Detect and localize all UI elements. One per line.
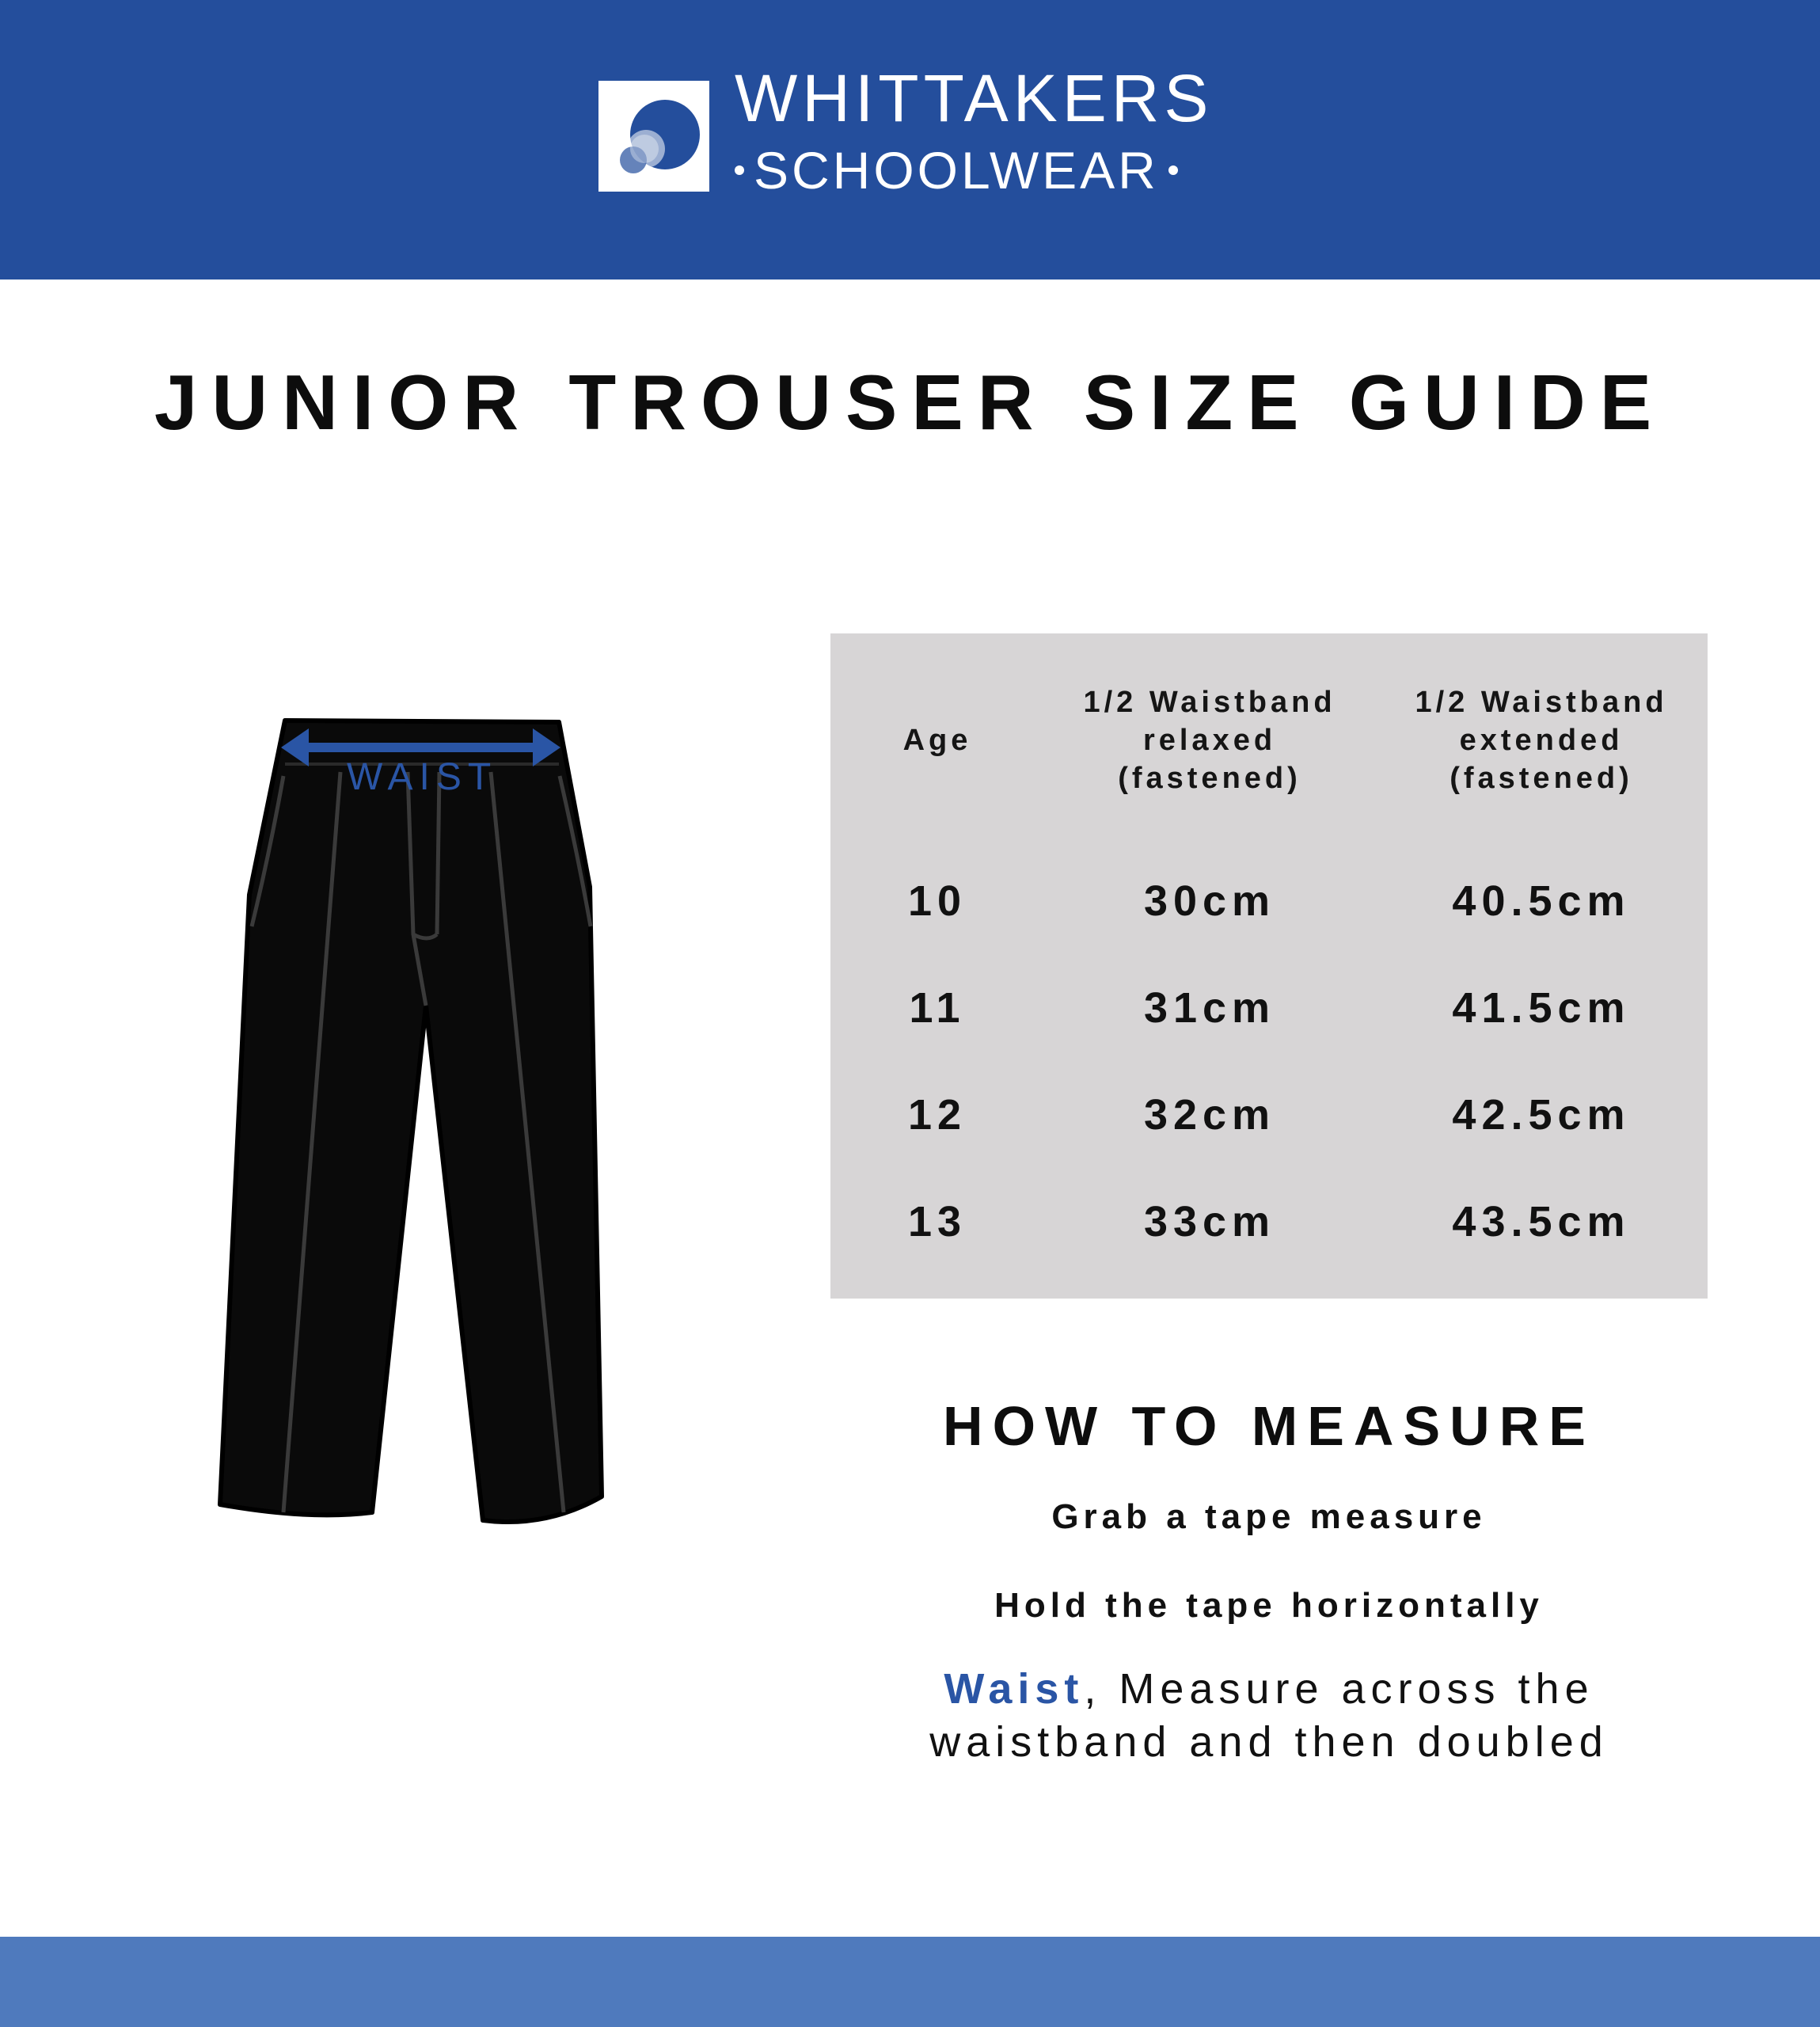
size-table-panel <box>830 633 1708 1299</box>
brand-name-top: WHITTAKERS <box>735 61 1214 135</box>
header-age-label: Age <box>902 724 972 757</box>
header-line: (fastened) <box>1450 762 1633 795</box>
relaxed-cell: 31cm <box>1143 983 1276 1032</box>
brand-name-bottom <box>735 141 1225 200</box>
header-extended <box>1375 633 1708 847</box>
waist-keyword: Waist <box>944 1665 1085 1713</box>
extended-cell: 40.5cm <box>1452 877 1631 925</box>
dot-icon <box>735 165 744 175</box>
brand-name-bottom-text: SCHOOLWEAR <box>754 141 1159 200</box>
brand-logo-icon <box>598 81 709 192</box>
header-age <box>830 633 1044 847</box>
extended-cell: 41.5cm <box>1452 983 1631 1032</box>
table-row <box>830 1061 1708 1168</box>
waist-instruction <box>847 1663 1691 1769</box>
extended-cell: 42.5cm <box>1452 1090 1631 1139</box>
age-cell: 12 <box>907 1090 967 1139</box>
age-cell: 13 <box>907 1197 967 1245</box>
relaxed-cell: 32cm <box>1143 1090 1276 1139</box>
trousers-illustration-icon <box>206 697 649 1536</box>
table-row <box>830 1168 1708 1275</box>
table-header-row <box>830 633 1708 847</box>
table-row <box>830 954 1708 1061</box>
header-line: 1/2 Waistband <box>1083 686 1336 719</box>
header-line: relaxed <box>1142 724 1277 757</box>
age-cell: 10 <box>907 877 967 925</box>
extended-cell: 43.5cm <box>1452 1197 1631 1245</box>
header-line: 1/2 Waistband <box>1415 686 1668 719</box>
age-cell: 11 <box>909 983 966 1032</box>
header-relaxed <box>1044 633 1375 847</box>
table-row <box>830 847 1708 954</box>
header-line: extended <box>1459 724 1624 757</box>
footer-bar <box>0 1937 1820 2027</box>
relaxed-cell: 30cm <box>1143 877 1276 925</box>
page-title: JUNIOR TROUSER SIZE GUIDE <box>154 359 1666 446</box>
dot-icon <box>1168 165 1178 175</box>
header-banner <box>0 0 1820 280</box>
header-line: (fastened) <box>1118 762 1301 795</box>
how-to-measure-title: HOW TO MEASURE <box>943 1395 1595 1457</box>
measure-step: Grab a tape measure <box>1051 1497 1487 1536</box>
how-to-measure-section <box>847 1378 1691 1769</box>
relaxed-cell: 33cm <box>1143 1197 1276 1245</box>
waist-label: WAIST <box>347 756 498 798</box>
measure-step: Hold the tape horizontally <box>994 1586 1544 1625</box>
waist-instruction-text: , Measure across the waistband and then doubled <box>929 1665 1609 1766</box>
size-table <box>830 633 1708 1275</box>
